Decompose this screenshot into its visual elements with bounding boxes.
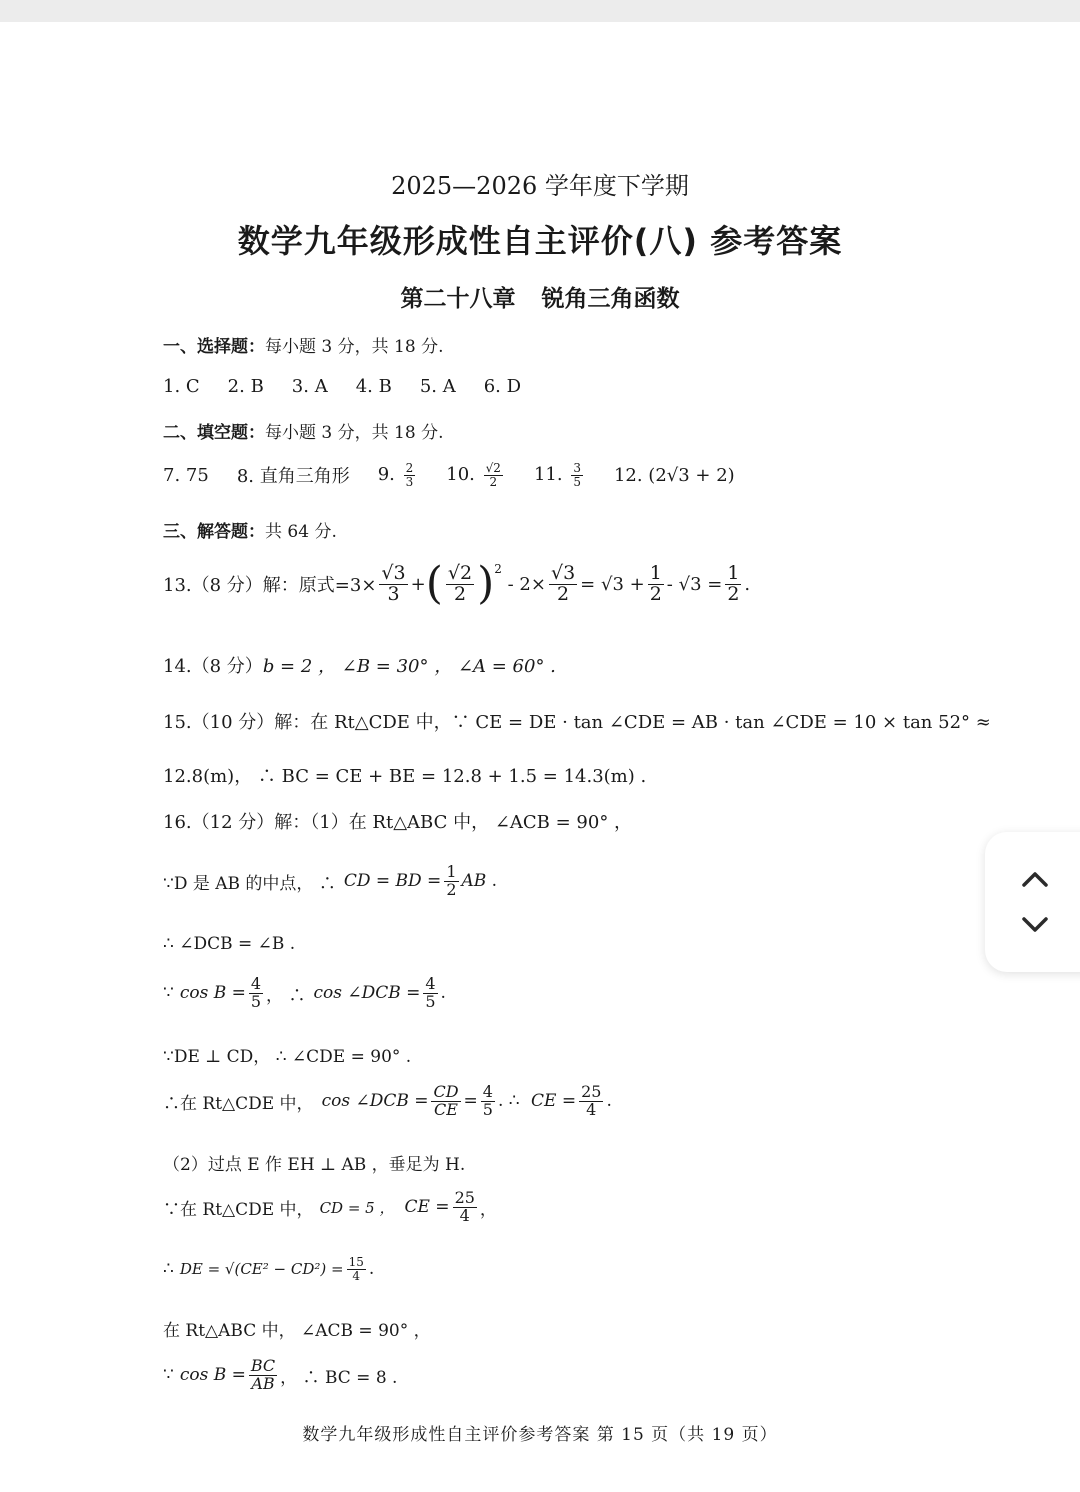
q13-label: 13.（8 分）解：原式=3× [163, 575, 377, 596]
answer-4: 4. B [355, 376, 392, 397]
section3-title: 三、解答题： [163, 522, 265, 542]
chapter-heading [0, 280, 1080, 313]
frac-11: $\frac{3}{5}$ [573, 461, 581, 489]
q16-line10: 在 Rt△ABC 中， ∠ACB = 90° ， [163, 1321, 431, 1341]
q13-line: 13.（8 分）解：原式=3× $\frac{√3}{3}$ + ( $\frac{√2}{2}$ ) 2 - 2× $\frac{√3}{2}$ = √3 + $\frac{1}{2}$ - √3 = $\frac{1}{2}$ . [163, 558, 751, 609]
q14-label: 14.（8 分） [163, 656, 263, 677]
answer-11: 11. $\frac{3}{5}$ [533, 461, 581, 489]
section1-desc: 每小题 3 分，共 18 分. [265, 337, 444, 357]
section3-heading [163, 517, 337, 542]
section2-title: 二、填空题： [163, 423, 265, 443]
chapter-name: 锐角三角函数 [541, 286, 680, 312]
page-nav-panel [985, 832, 1080, 972]
chevron-up-icon [1021, 870, 1049, 888]
q15-line2: 12.8(m)， ∴ BC = CE + BE = 12.8 + 1.5 = 14.3(m) . [163, 766, 647, 787]
section1-title: 一、选择题： [163, 337, 265, 357]
page-footer: 数学九年级形成性自主评价参考答案 第 15 页（共 19 页） [302, 1425, 778, 1445]
answer-7: 7. 75 [163, 464, 209, 486]
answer-3: 3. A [291, 376, 328, 397]
q16-line4: ∵ cos B = $\frac{4}{5}$ ， ∴ cos ∠DCB = $\frac{4}{5}$ . [163, 974, 446, 1011]
section3-desc: 共 64 分. [265, 522, 337, 542]
answer-6: 6. D [483, 376, 522, 397]
answer-2: 2. B [227, 376, 264, 397]
chevron-down-icon [1021, 916, 1049, 934]
q16-line7: （2）过点 E 作 EH ⊥ AB ，垂足为 H. [163, 1155, 466, 1175]
section2-desc: 每小题 3 分，共 18 分. [265, 423, 444, 443]
q16-line3: ∴ ∠DCB = ∠B . [163, 934, 296, 954]
frac-sqrt2-over-2: $\frac{√2}{2}$ [447, 561, 473, 605]
q16-line1: 16.（12 分）解：（1）在 Rt△ABC 中， ∠ACB = 90° ， [163, 812, 633, 833]
answer-10: 10. $\frac{√2}{2}$ [446, 461, 501, 489]
answer-8: 8. 直角三角形 [236, 466, 350, 488]
page-title: 数学九年级形成性自主评价(八) 参考答案 [237, 222, 843, 260]
answer-1: 1. C [163, 376, 200, 397]
section1-answers [163, 376, 549, 397]
frac-sqrt3-over-3: $\frac{√3}{3}$ [381, 561, 406, 605]
answer-5: 5. A [419, 376, 456, 397]
q16-line5: ∵DE ⊥ CD， ∴ ∠CDE = 90° . [163, 1047, 412, 1067]
section2-heading [163, 418, 443, 443]
q14-line [163, 652, 556, 678]
document-page [0, 22, 1080, 1492]
section1-heading [163, 332, 443, 357]
frac-9: $\frac{2}{3}$ [405, 461, 414, 489]
answer-12: 12. (2√3 + 2) [613, 464, 735, 486]
section2-answers [163, 462, 763, 488]
scroll-up-button[interactable] [1013, 862, 1057, 896]
school-year: 2025—2026 学年度下学期 [391, 172, 689, 200]
q16-line9: ∴ DE = √(CE² − CD²) = $\frac{15}{4}$ . [163, 1255, 375, 1283]
q16-line2: ∵D 是 AB 的中点， ∴ CD = BD = $\frac{1}{2}$ AB . [163, 862, 498, 899]
q16-line8: ∵在 Rt△CDE 中， CD = 5 ， CE = $\frac{25}{4}$ ， [163, 1188, 497, 1225]
q15-line1: 15.（10 分）解：在 Rt△CDE 中，∵ CE = DE · tan ∠CDE = AB · tan ∠CDE = 10 × tan 52° ≈ [163, 712, 991, 733]
chapter-number: 第二十八章 [400, 286, 516, 312]
answer-9: 9. $\frac{2}{3}$ [377, 461, 414, 489]
frac-10: $\frac{√2}{2}$ [485, 461, 501, 489]
q16-line11: ∵ cos B = $\frac{BC}{AB}$ ， ∴ BC = 8 . [163, 1356, 398, 1393]
q16-line6: ∴在 Rt△CDE 中， cos ∠DCB = $\frac{CD}{CE}$ = $\frac{4}{5}$ . ∴ CE = $\frac{25}{4}$ . [163, 1082, 612, 1119]
scroll-down-button[interactable] [1013, 908, 1057, 942]
q14-expr: b = 2 ， ∠B = 30° ， ∠A = 60° . [262, 656, 556, 677]
